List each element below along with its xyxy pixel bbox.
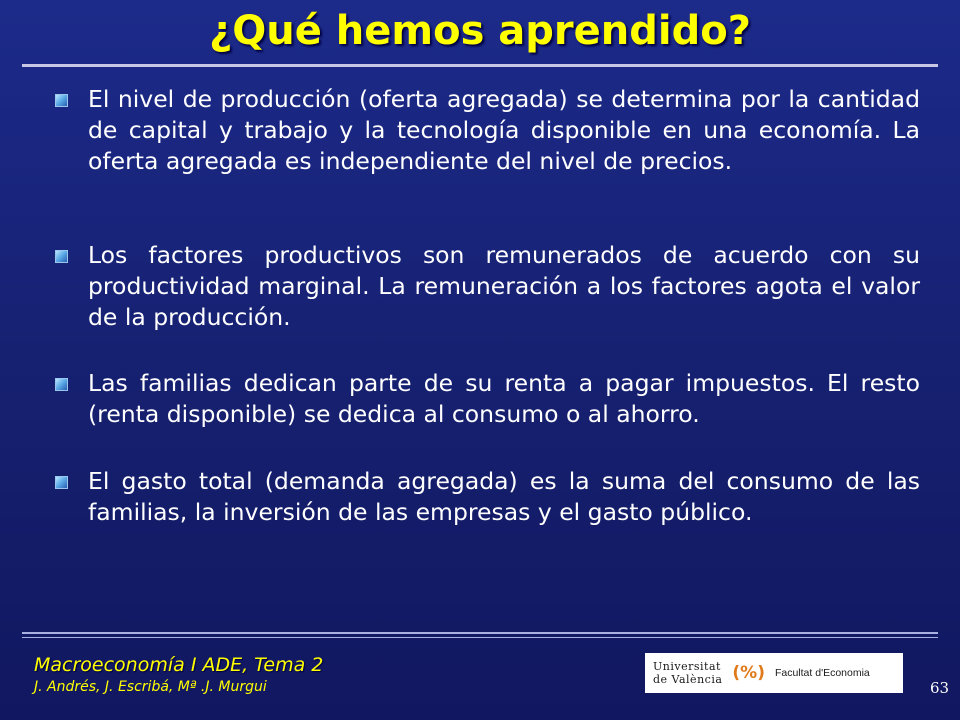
page-number: 63 bbox=[930, 679, 950, 697]
bullet-square-icon bbox=[55, 250, 68, 263]
bullet-item: El nivel de producción (oferta agregada) se determina por la cantidad de capital y trabajo y la tecnología disponible en una economía. La oferta agregada es independiente del nivel de precios. bbox=[88, 85, 920, 175]
university-logo bbox=[645, 653, 903, 693]
bullet-square-icon bbox=[55, 476, 68, 489]
footer-divider-top bbox=[22, 632, 938, 634]
logo-faculty-name: Facultat d'Economia bbox=[774, 667, 870, 679]
bullet-item: El gasto total (demanda agregada) es la suma del consumo de las familias, la inversión de las empresas y el gasto público. bbox=[88, 467, 920, 526]
slide-title: ¿Qué hemos aprendido? bbox=[209, 8, 751, 54]
faculty-mark-icon: (%) bbox=[732, 663, 765, 683]
bullet-square-icon bbox=[55, 378, 68, 391]
logo-university-name: Universitat de València bbox=[653, 660, 723, 686]
footer-course: Macroeconomía I ADE, Tema 2 bbox=[34, 654, 324, 676]
footer-authors: J. Andrés, J. Escribá, Mª .J. Murgui bbox=[34, 679, 267, 695]
bullet-item: Los factores productivos son remunerados de acuerdo con su productividad marginal. La remuneración a los factores agota el valor de la producción. bbox=[88, 241, 920, 331]
bullet-item: Las familias dedican parte de su renta a pagar impuestos. El resto (renta disponible) se dedica al consumo o al ahorro. bbox=[88, 369, 920, 428]
footer-divider-bottom bbox=[22, 637, 938, 638]
bullet-square-icon bbox=[55, 94, 68, 107]
